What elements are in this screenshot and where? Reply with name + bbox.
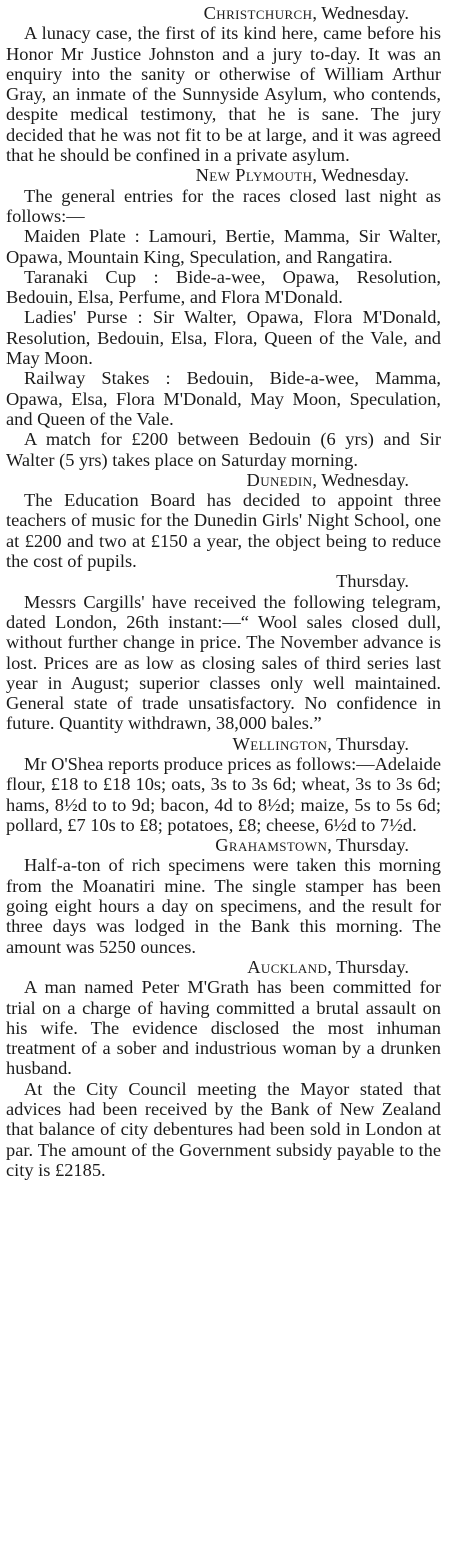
dateline-day: , Thursday. bbox=[327, 835, 409, 856]
dateline bbox=[6, 470, 441, 490]
race-entry: Taranaki Cup : Bide-a-wee, Opawa, Resolution, Bedouin, Elsa, Perfume, and Flora M'Donald. bbox=[6, 266, 441, 308]
dateline-day: , Wednesday. bbox=[312, 3, 409, 23]
paragraph: The general entries for the races closed last night as follows:— bbox=[6, 185, 441, 226]
section-wellington bbox=[6, 734, 441, 835]
race-entry: Maiden Plate : Lamouri, Bertie, Mamma, Sir Walter, Opawa, Mountain King, Speculation, and Rangatira. bbox=[6, 226, 441, 267]
dateline-day: , Wednesday. bbox=[312, 469, 409, 490]
paragraph: The Education Board has decided to appoint three teachers of music for the Dunedin Girls' Night School, one at £200 and two at £150 a year, the object being to reduce the cost of pupils. bbox=[6, 490, 441, 572]
dateline-place: Auckland bbox=[247, 956, 328, 977]
paragraph: Half-a-ton of rich specimens were taken this morning from the Moanatiri mine. The single stamper has been going eight hours a day on specimens, and the result for three days was lodged in the Bank this morning. The amount was 5250 ounces. bbox=[6, 855, 441, 957]
section-grahamstown bbox=[6, 835, 441, 957]
dateline-day: , Thursday. bbox=[327, 956, 409, 977]
race-entry: Ladies' Purse : Sir Walter, Opawa, Flora M'Donald, Resolution, Bedouin, Elsa, Flora, Queen of the Vale, and May Moon. bbox=[6, 307, 441, 369]
paragraph: Messrs Cargills' have received the following telegram, dated London, 26th instant:—“ Wool sales closed dull, without further change in price. The November advance is lost. Prices are as low as closing sales of third series last year in August; superior classes only well maintained. General state of trade unsatisfactory. No confidence in future. Quantity withdrawn, 38,000 bales.” bbox=[6, 591, 441, 734]
dateline bbox=[6, 165, 441, 185]
paragraph: At the City Council meeting the Mayor stated that advices had been received by the Bank of New Zealand that balance of city debentures had been sold in London at par. The amount of the Government subsidy payable to the city is £2185. bbox=[6, 1078, 441, 1180]
dateline-day: , Wednesday. bbox=[312, 165, 409, 186]
dateline-place: Dunedin bbox=[246, 469, 313, 490]
paragraph: A man named Peter M'Grath has been committed for trial on a charge of having committed a brutal assault on his wife. The evidence disclosed the most inhuman treatment of a sober and industrious woman by a drunken husband. bbox=[6, 977, 441, 1079]
paragraph: Mr O'Shea reports produce prices as follows:—Adelaide flour, £18 to £18 10s; oats, 3s to 3s 6d; wheat, 3s to 3s 6d; hams, 8½d to to 9d; bacon, 4d to 8½d; maize, 5s to 5s 6d; pollard, £7 10s to £8; potatoes, £8; cheese, 6½d to 7½d. bbox=[6, 753, 441, 835]
dateline-place: Christchurch bbox=[203, 3, 313, 23]
dateline-day: , Thursday. bbox=[327, 733, 409, 754]
section-dunedin bbox=[6, 470, 441, 571]
dateline bbox=[6, 3, 441, 23]
section-dunedin-thursday bbox=[6, 571, 441, 733]
dateline-day: Thursday. bbox=[336, 571, 409, 592]
race-entry: Railway Stakes : Bedouin, Bide-a-wee, Mamma, Opawa, Elsa, Flora M'Donald, May Moon, Speculation, and Queen of the Vale. bbox=[6, 368, 441, 429]
paragraph: A lunacy case, the first of its kind here, came before his Honor Mr Justice Johnston and a jury to-day. It was an enquiry into the sanity or otherwise of William Arthur Gray, an inmate of the Sunnyside Asylum, who contends, despite medical testimony, that he is sane. The jury decided that he was not fit to be at large, and it was agreed that he should be confined in a private asylum. bbox=[6, 23, 441, 166]
paragraph: A match for £200 between Bedouin (6 yrs) and Sir Walter (5 yrs) takes place on Saturday morning. bbox=[6, 429, 441, 470]
dateline bbox=[6, 957, 441, 977]
section-auckland bbox=[6, 957, 441, 1180]
section-christchurch bbox=[6, 3, 441, 165]
dateline bbox=[6, 835, 441, 855]
dateline-place: Grahamstown bbox=[215, 835, 328, 856]
dateline bbox=[6, 571, 441, 591]
dateline-place: Wellington bbox=[232, 733, 328, 754]
dateline bbox=[6, 734, 441, 754]
dateline-place: New Plymouth bbox=[195, 165, 313, 186]
section-new-plymouth bbox=[6, 165, 441, 469]
